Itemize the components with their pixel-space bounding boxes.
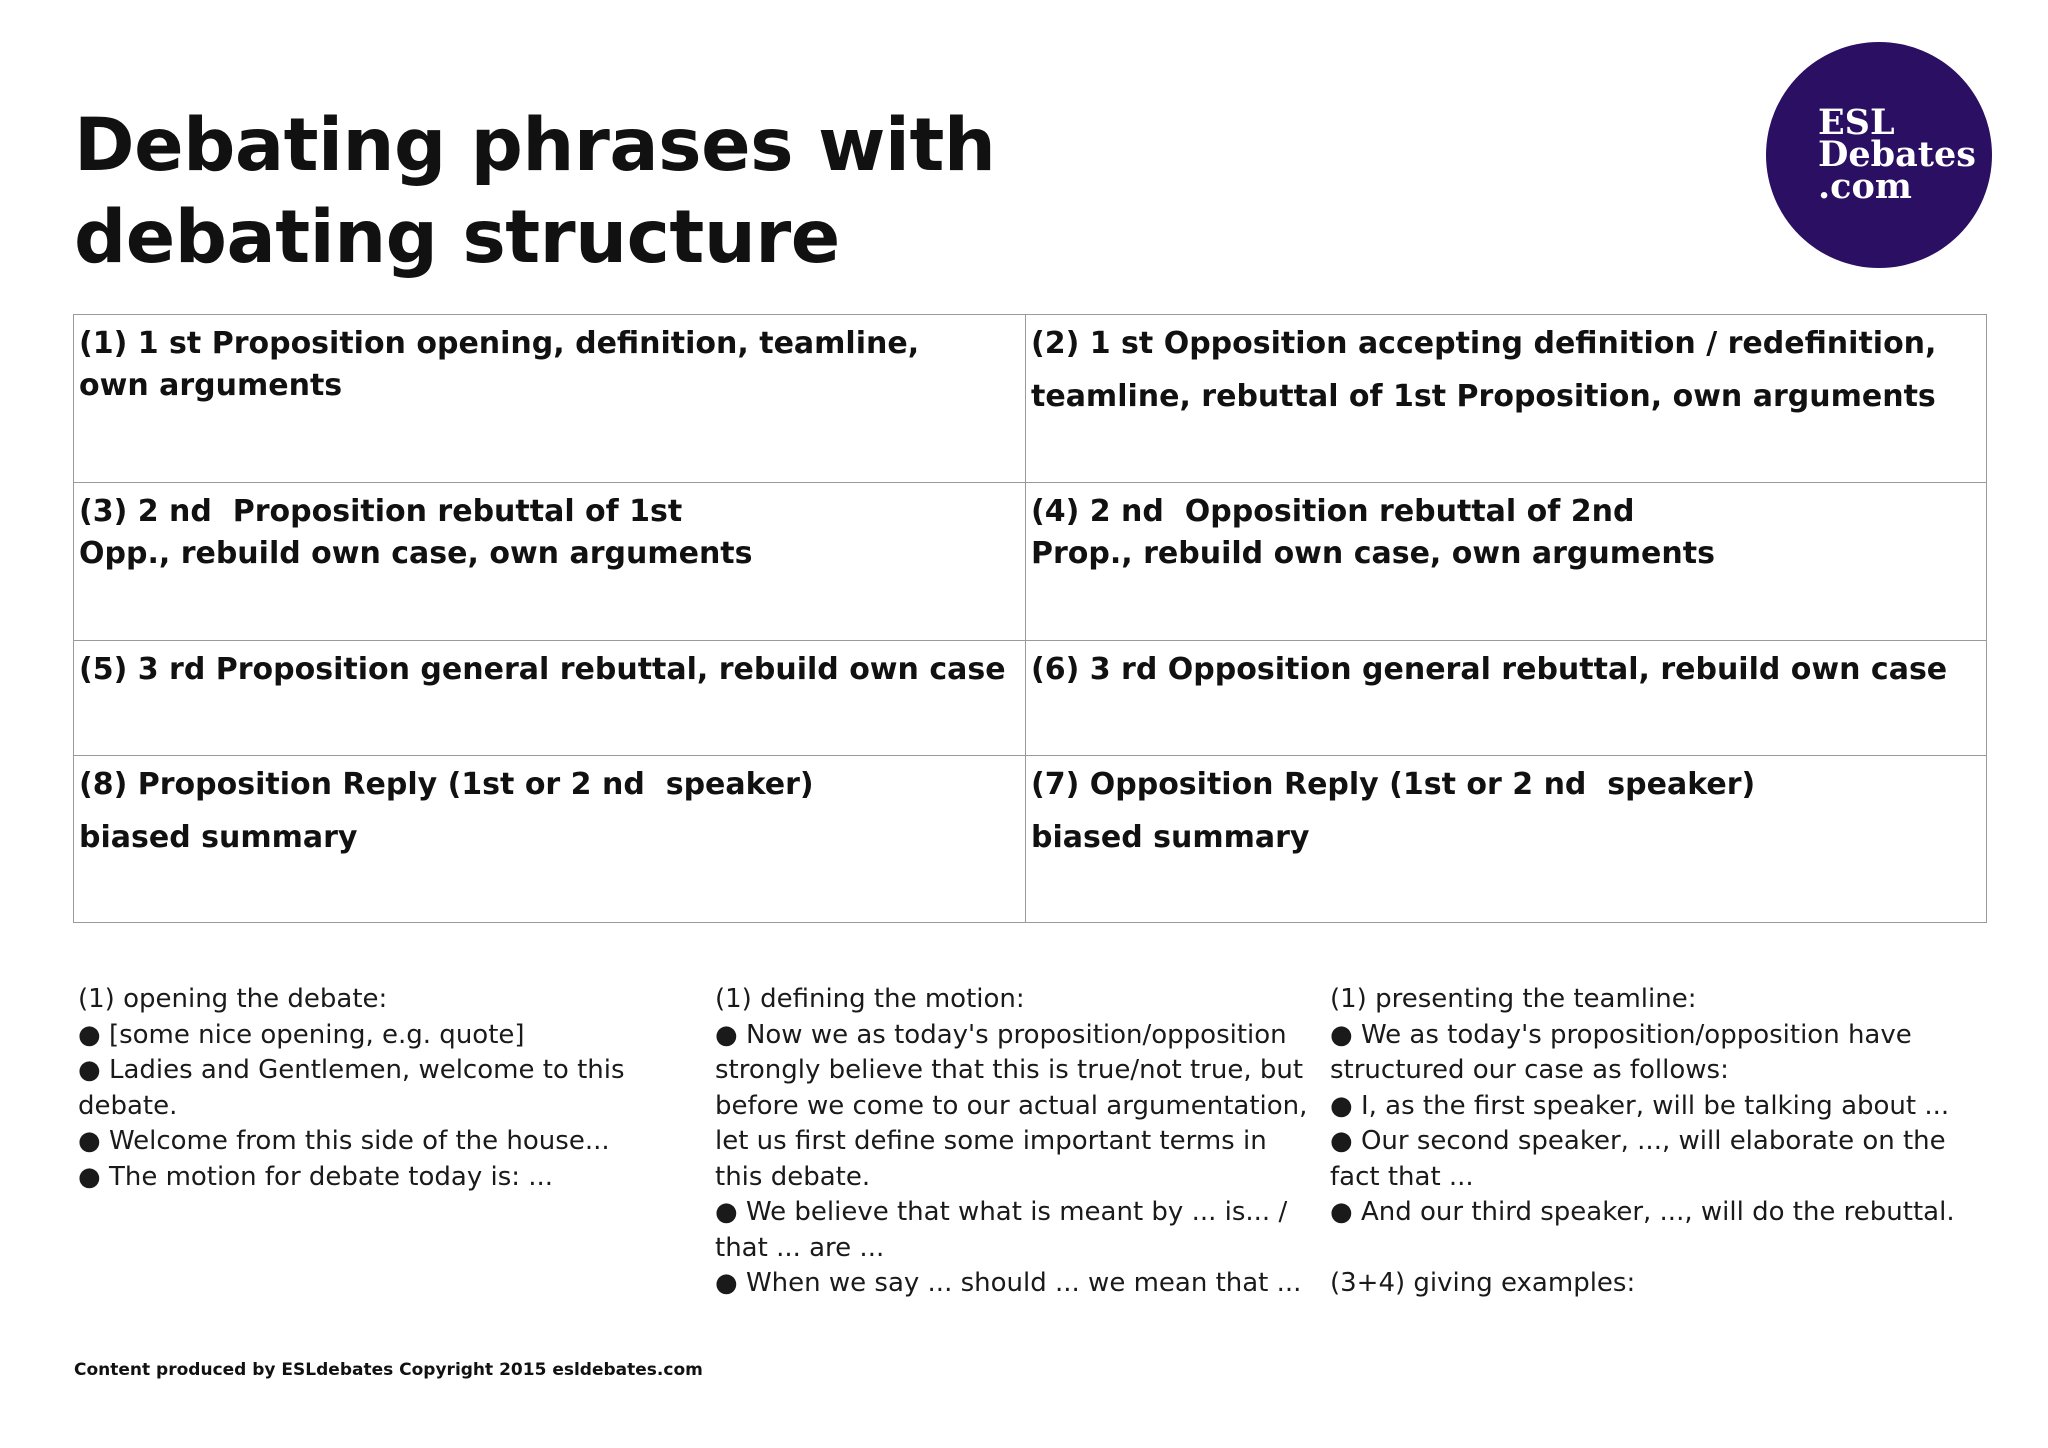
- phrases-defining-column: [715, 982, 1315, 1302]
- list-item: [1330, 1124, 1980, 1195]
- cell-line: biased summary: [79, 820, 358, 855]
- phrases-heading: (1) opening the debate:: [78, 984, 388, 1014]
- list-item: [715, 1266, 1315, 1302]
- list-item-text: And our third speaker, ..., will do the rebuttal.: [1360, 1197, 1955, 1227]
- phrases-heading: (1) defining the motion:: [715, 984, 1025, 1014]
- list-item: [1330, 1018, 1980, 1089]
- cell-line: (7) Opposition Reply (1st or 2 nd speaker): [1031, 767, 1756, 802]
- bullet-icon: ●: [78, 1161, 101, 1192]
- list-item: [1330, 1195, 1980, 1231]
- logo-line-com: .com: [1818, 166, 1912, 207]
- list-item: [78, 1053, 718, 1124]
- phrases-heading-examples: (3+4) giving examples:: [1330, 1267, 1636, 1298]
- copyright-footer: Content produced by ESLdebates Copyright 2015 esldebates.com: [74, 1360, 703, 1380]
- list-item: [78, 1018, 718, 1054]
- list-item: [78, 1124, 718, 1160]
- table-row: [74, 483, 1987, 641]
- list-item-text: The motion for debate today is: ...: [108, 1161, 554, 1192]
- cell-proposition-reply: [74, 756, 1026, 923]
- cell-line: Opp., rebuild own case, own arguments: [79, 536, 753, 571]
- table-row: [74, 641, 1987, 756]
- bullet-icon: ●: [78, 1019, 101, 1050]
- phrases-opening-column: [78, 982, 718, 1195]
- cell-1st-opposition: [1026, 315, 1987, 483]
- cell-3rd-proposition: [74, 641, 1026, 756]
- list-item: [715, 1018, 1315, 1196]
- list-item-text: Now we as today's proposition/opposition strongly believe that this is true/not true, but before we come to our actual argumentation, let us first define some important terms in this debate.: [715, 1019, 1308, 1192]
- bullet-icon: ●: [1330, 1090, 1353, 1121]
- list-item-text: When we say ... should ... we mean that ...: [745, 1268, 1302, 1298]
- table-row: [74, 756, 1987, 923]
- logo-line-debates: Debates: [1818, 134, 1976, 175]
- list-item: [1330, 1089, 1980, 1125]
- bullet-icon: ●: [715, 1197, 738, 1227]
- list-item-text: We believe that what is meant by ... is... / that ... are ...: [715, 1197, 1288, 1263]
- list-item: [78, 1160, 718, 1196]
- cell-line: (2) 1 st Opposition accepting definition / redefinition,: [1031, 326, 1937, 361]
- cell-line: Prop., rebuild own case, own arguments: [1031, 536, 1715, 571]
- cell-line: (1) 1 st Proposition opening, definition, teamline,: [79, 326, 920, 361]
- table-row: [74, 315, 1987, 483]
- logo-line-esl: ESL: [1818, 102, 1895, 143]
- bullet-icon: ●: [1330, 1126, 1353, 1156]
- cell-line: (4) 2 nd Opposition rebuttal of 2nd: [1031, 494, 1635, 529]
- bullet-icon: ●: [78, 1126, 101, 1156]
- cell-line: (6) 3 rd Opposition general rebuttal, rebuild own case: [1031, 652, 1948, 687]
- bullet-icon: ●: [715, 1268, 738, 1298]
- page-title: Debating phrases with debating structure: [74, 103, 996, 280]
- cell-2nd-proposition: [74, 483, 1026, 641]
- cell-line: (5) 3 rd Proposition general rebuttal, rebuild own case: [79, 652, 1006, 687]
- list-item-text: We as today's proposition/opposition have structured our case as follows:: [1330, 1019, 1912, 1085]
- bullet-icon: ●: [715, 1019, 738, 1050]
- debate-structure-table: [73, 314, 1987, 923]
- cell-opposition-reply: [1026, 756, 1987, 923]
- bullet-icon: ●: [78, 1055, 101, 1085]
- phrases-teamline-column: [1330, 982, 1980, 1301]
- list-item-text: Welcome from this side of the house...: [108, 1126, 610, 1156]
- cell-line: (3) 2 nd Proposition rebuttal of 1st: [79, 494, 683, 529]
- cell-2nd-opposition: [1026, 483, 1987, 641]
- cell-line: biased summary: [1031, 820, 1310, 855]
- phrases-heading: (1) presenting the teamline:: [1330, 984, 1697, 1014]
- bullet-icon: ●: [1330, 1197, 1353, 1227]
- list-item-text: Ladies and Gentlemen, welcome to this debate.: [78, 1055, 625, 1121]
- list-item: [715, 1195, 1315, 1266]
- cell-3rd-opposition: [1026, 641, 1987, 756]
- list-item-text: Our second speaker, ..., will elaborate on the fact that ...: [1330, 1126, 1946, 1192]
- list-item-text: [some nice opening, e.g. quote]: [108, 1019, 525, 1050]
- list-item-text: I, as the first speaker, will be talking about ...: [1360, 1090, 1950, 1121]
- cell-line: teamline, rebuttal of 1st Proposition, own arguments: [1031, 379, 1936, 414]
- esl-debates-logo[interactable]: [1766, 42, 1992, 268]
- cell-line: own arguments: [79, 368, 343, 403]
- cell-line: (8) Proposition Reply (1st or 2 nd speaker): [79, 767, 814, 802]
- bullet-icon: ●: [1330, 1019, 1353, 1050]
- cell-1st-proposition: [74, 315, 1026, 483]
